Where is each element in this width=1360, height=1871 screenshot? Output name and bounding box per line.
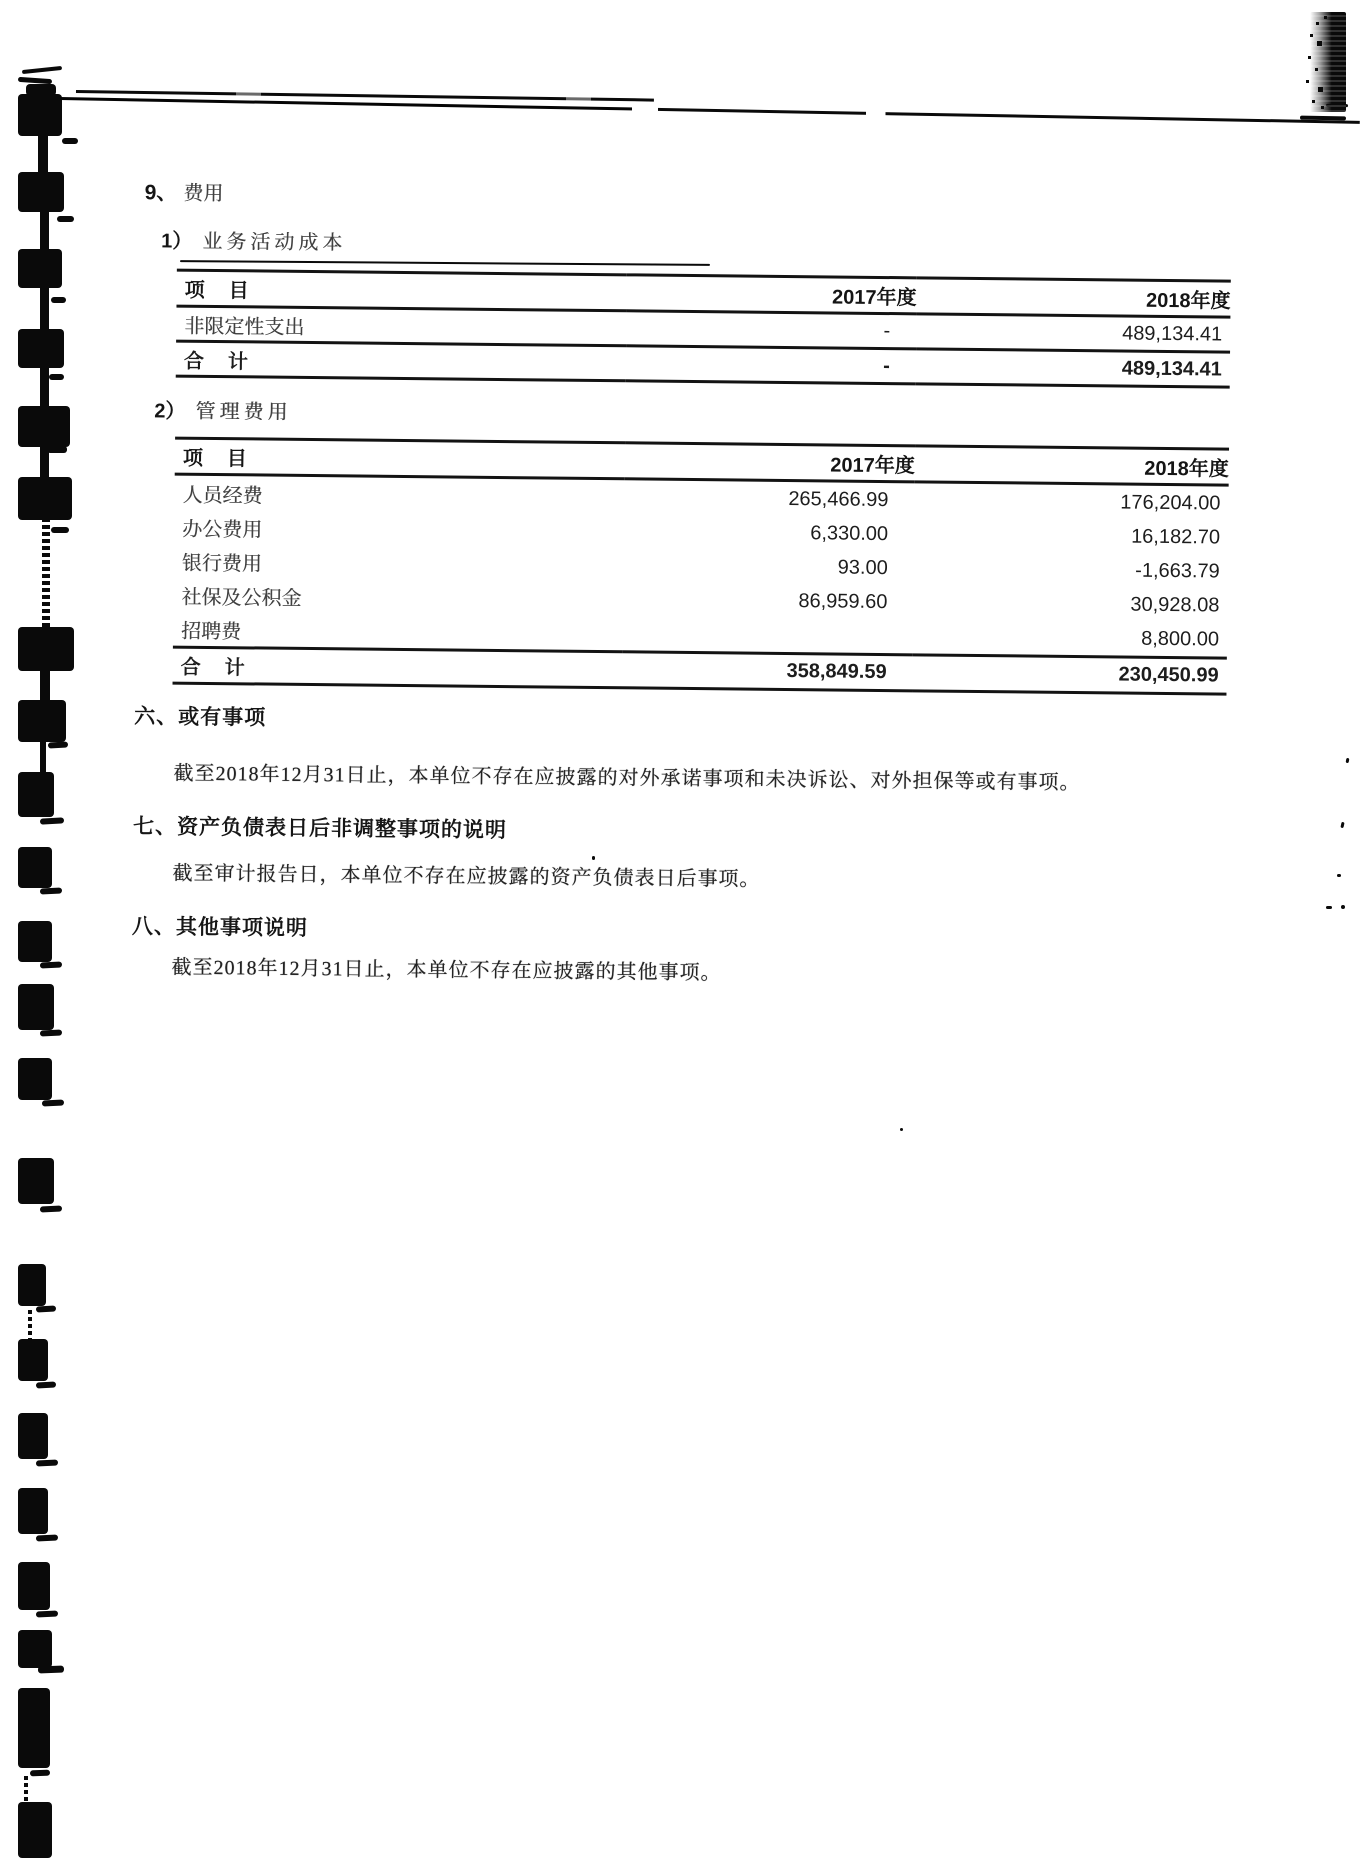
subsection-2-heading bbox=[154, 394, 291, 424]
section-9-heading bbox=[145, 176, 224, 207]
col-header-2017: 2017年度 bbox=[625, 443, 915, 482]
section-9-number: 9、 bbox=[144, 181, 178, 205]
cell-2018: 16,182.70 bbox=[1131, 525, 1221, 549]
cell-2018: 176,204.00 bbox=[1120, 490, 1221, 515]
section-9-title: 费用 bbox=[183, 182, 224, 206]
cell-2017 bbox=[623, 616, 913, 655]
cell-total-label: 合 计 bbox=[176, 341, 626, 381]
cell-total-2017: 358,849.59 bbox=[623, 652, 913, 691]
subsection-2-title: 管理费用 bbox=[195, 400, 292, 424]
section-8-heading: 八、其他事项说明 bbox=[131, 914, 309, 941]
cell-2017: - bbox=[626, 311, 916, 349]
col-header-item: 项 目 bbox=[176, 270, 626, 311]
cell-item: 办公费用 bbox=[182, 518, 263, 542]
cell-total-2018: 489,134.41 bbox=[916, 349, 1230, 387]
cell-2017: 6,330.00 bbox=[810, 521, 889, 545]
section-6-paragraph: 截至2018年12月31日止，本单位不存在应披露的对外承诺事项和未决诉讼、对外担保等或有事项。 bbox=[173, 762, 1081, 795]
business-activity-cost-table bbox=[176, 269, 1231, 389]
management-expense-table bbox=[173, 437, 1230, 696]
subsection-2-number: 2） bbox=[154, 400, 186, 423]
col-header-item: 项 目 bbox=[175, 438, 625, 479]
cell-total-2018: 230,450.99 bbox=[912, 655, 1226, 694]
col-header-2018: 2018年度 bbox=[915, 446, 1229, 485]
col-header-2018: 2018年度 bbox=[916, 278, 1230, 317]
subsection-1-heading bbox=[161, 224, 346, 255]
section-8-paragraph: 截至2018年12月31日止，本单位不存在应披露的其他事项。 bbox=[171, 956, 722, 985]
cell-item: 招聘费 bbox=[180, 620, 242, 643]
cell-item: 社保及公积金 bbox=[181, 586, 302, 610]
cell-2018: 30,928.08 bbox=[1130, 593, 1220, 617]
section-7-paragraph: 截至审计报告日，本单位不存在应披露的资产负债表日后事项。 bbox=[172, 862, 761, 891]
cell-total-label: 合 计 bbox=[173, 647, 623, 688]
cell-2017: 86,959.60 bbox=[798, 589, 888, 613]
cell-item: 人员经费 bbox=[182, 484, 263, 508]
cell-item: 非限定性支出 bbox=[176, 306, 626, 346]
cell-2018: -1,663.79 bbox=[1135, 559, 1220, 583]
section-7-heading: 七、资产负债表日后非调整事项的说明 bbox=[132, 814, 508, 843]
cell-total-2017: - bbox=[626, 346, 916, 384]
cell-2017: 93.00 bbox=[837, 556, 888, 579]
col-header-2017: 2017年度 bbox=[626, 275, 916, 314]
section-6-heading: 六、或有事项 bbox=[134, 704, 267, 730]
subsection-1-number: 1） bbox=[161, 230, 193, 253]
cell-2018: 489,134.41 bbox=[916, 314, 1230, 352]
cell-2017: 265,466.99 bbox=[788, 487, 889, 511]
cell-2018: 8,800.00 bbox=[1141, 627, 1220, 651]
cell-item: 银行费用 bbox=[181, 552, 262, 576]
subsection-1-title: 业务活动成本 bbox=[202, 230, 347, 255]
